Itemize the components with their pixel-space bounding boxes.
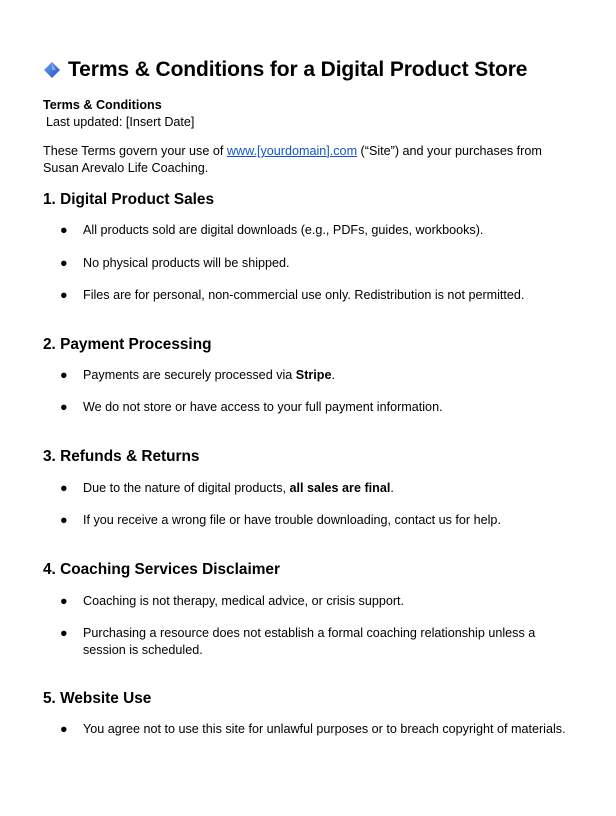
list-item-text: No physical products will be shipped. xyxy=(83,256,290,270)
blue-diamond-icon xyxy=(43,61,61,79)
document-title: Terms & Conditions for a Digital Product Store xyxy=(68,58,528,81)
last-updated: Last updated: [Insert Date] xyxy=(46,115,195,129)
list-item xyxy=(60,222,560,239)
list-item xyxy=(60,625,540,659)
section-heading-refunds-returns: 3. Refunds & Returns xyxy=(43,448,200,465)
item-text-end: . xyxy=(390,481,394,495)
bullet-icon: ● xyxy=(60,288,68,302)
bullet-icon: ● xyxy=(60,626,68,640)
list-item-text: If you receive a wrong file or have trouble downloading, contact us for help. xyxy=(83,513,501,527)
list-item xyxy=(60,287,560,304)
list-item xyxy=(60,593,560,610)
list-item-text: We do not store or have access to your full payment information. xyxy=(83,400,443,414)
stripe-emphasis: Stripe xyxy=(295,368,332,382)
list-item xyxy=(60,255,560,272)
item-text-start: Due to the nature of digital products, xyxy=(83,481,290,495)
intro-paragraph xyxy=(43,143,543,177)
bullet-icon: ● xyxy=(60,400,68,414)
bullet-icon: ● xyxy=(60,481,68,495)
section-heading-website-use: 5. Website Use xyxy=(43,690,152,707)
bullet-icon: ● xyxy=(60,223,68,237)
site-link[interactable]: www.[yourdomain].com xyxy=(226,144,358,158)
list-item-text: Files are for personal, non-commercial use only. Redistribution is not permitted. xyxy=(83,288,525,302)
intro-text-start: These Terms govern your use of xyxy=(43,144,227,158)
intro-text-end: (“Site”) and your purchases from Susan Arevalo Life Coaching. xyxy=(43,144,542,175)
bullet-icon: ● xyxy=(60,513,68,527)
section-heading-payment-processing: 2. Payment Processing xyxy=(43,336,212,353)
section-heading-digital-product-sales: 1. Digital Product Sales xyxy=(43,191,215,208)
item-text-start: Payments are securely processed via xyxy=(83,368,296,382)
bullet-icon: ● xyxy=(60,594,68,608)
list-item xyxy=(60,480,560,497)
list-item xyxy=(60,721,580,738)
bullet-icon: ● xyxy=(60,368,68,382)
list-item-text: Coaching is not therapy, medical advice, or crisis support. xyxy=(83,594,405,608)
list-item xyxy=(60,399,560,416)
list-item-text xyxy=(60,367,560,384)
terms-subtitle: Terms & Conditions xyxy=(43,98,162,112)
list-item xyxy=(60,512,560,529)
list-item-text xyxy=(60,480,560,497)
item-text-end: . xyxy=(331,368,335,382)
section-heading-coaching-disclaimer: 4. Coaching Services Disclaimer xyxy=(43,561,280,578)
title-row xyxy=(43,58,527,82)
list-item-text: Purchasing a resource does not establish a formal coaching relationship unless a session is scheduled. xyxy=(83,626,536,657)
list-item xyxy=(60,367,560,384)
bullet-icon: ● xyxy=(60,256,68,270)
list-item-text: All products sold are digital downloads (e.g., PDFs, guides, workbooks). xyxy=(83,223,484,237)
final-sales-emphasis: all sales are final xyxy=(289,481,391,495)
list-item-text: You agree not to use this site for unlawful purposes or to breach copyright of materials. xyxy=(83,722,566,736)
bullet-icon: ● xyxy=(60,722,68,736)
